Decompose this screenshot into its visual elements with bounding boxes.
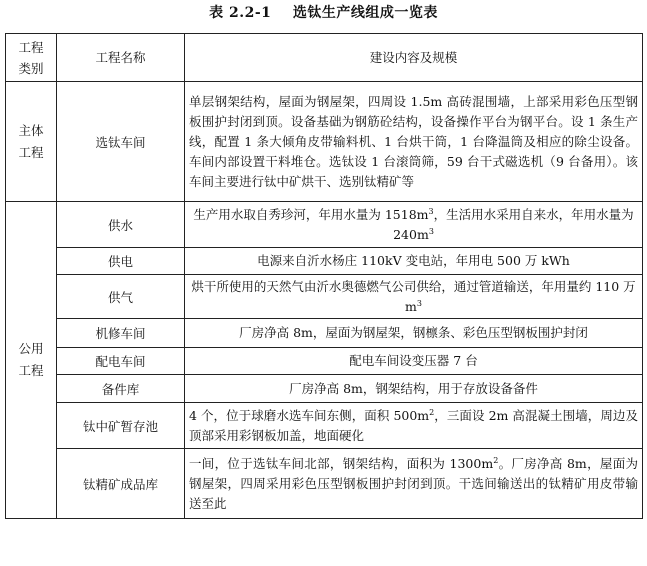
- table-row: [6, 375, 643, 403]
- row-name: 机修车间: [57, 319, 185, 348]
- table-row: [6, 348, 643, 375]
- table-caption: [0, 2, 647, 24]
- row-content: 厂房净高 8m，屋面为钢屋架，钢檩条、彩色压型钢板围护封闭: [185, 319, 643, 348]
- table-number: 表 2.2-1: [209, 5, 272, 21]
- header-name: 工程名称: [57, 34, 185, 82]
- composition-table: [5, 33, 643, 519]
- table-row: [6, 403, 643, 449]
- table-row: [6, 248, 643, 275]
- header-content: 建设内容及规模: [185, 34, 643, 82]
- row-name: 钛中矿暂存池: [57, 403, 185, 449]
- row-content: 电源来自沂水杨庄 110kV 变电站，年用电 500 万 kWh: [185, 248, 643, 275]
- header-category: 工程 类别: [6, 34, 57, 82]
- row-name: 供水: [57, 202, 185, 248]
- table-row: [6, 82, 643, 202]
- row-name: 供气: [57, 275, 185, 319]
- row-name: 选钛车间: [57, 82, 185, 202]
- row-content: 烘干所使用的天然气由沂水奥德燃气公司供给，通过管道输送，年用量约 110 万 $m^3$: [185, 275, 643, 319]
- row-name: 配电车间: [57, 348, 185, 375]
- row-content: 单层钢架结构，屋面为钢屋架，四周设 1.5m 高砖混围墙，上部采用彩色压型钢板围护封闭到顶。设备基础为钢筋砼结构，设备操作平台为钢平台。设 1 条生产线，配置 1 条大倾角皮带输料机、1 台烘干筒，1 台降温筒及相应的除尘设备。车间内部设置干料堆仓。选钛设 1 台滚筒筛，59 台干式磁选机（9 台备用）。该车间主要进行钛中矿烘干、选别钛精矿等: [185, 82, 643, 202]
- header-row: [6, 34, 643, 82]
- row-content: 一间，位于选钛车间北部，钢架结构，面积为 $1300m^2$。厂房净高 8m，屋面为钢屋架，四周采用彩色压型钢板围护封闭到顶。干选间输送出的钛精矿用皮带输送至此: [185, 449, 643, 519]
- row-name: 备件库: [57, 375, 185, 403]
- category-public: 公用 工程: [6, 202, 57, 519]
- table-row: [6, 319, 643, 348]
- table-row: [6, 449, 643, 519]
- row-content: 4 个，位于球磨水选车间东侧，面积 $500m^2$，三面设 2m 高混凝土围墙，周边及顶部采用彩钢板加盖，地面硬化: [185, 403, 643, 449]
- table-row: [6, 275, 643, 319]
- row-content: 配电车间设变压器 7 台: [185, 348, 643, 375]
- row-name: 供电: [57, 248, 185, 275]
- row-name: 钛精矿成品库: [57, 449, 185, 519]
- row-content: 生产用水取自秀珍河，年用水量为 $1518m^3$，生活用水采用自来水，年用水量为 $240m^3$: [185, 202, 643, 248]
- row-content: 厂房净高 8m，钢架结构，用于存放设备备件: [185, 375, 643, 403]
- table-title: 选钛生产线组成一览表: [292, 5, 438, 21]
- category-main: 主体 工程: [6, 82, 57, 202]
- table-row: [6, 202, 643, 248]
